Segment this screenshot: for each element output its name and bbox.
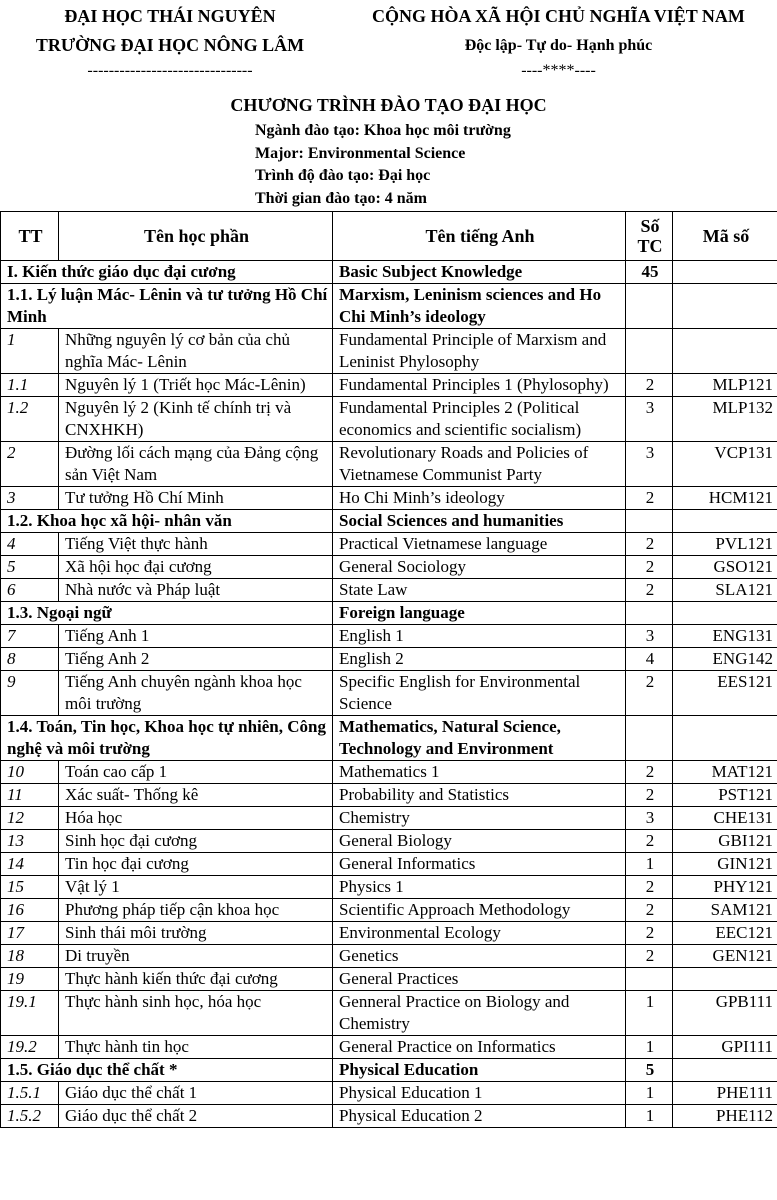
course-name-en-cell: General Biology bbox=[333, 830, 626, 853]
course-name-vn-cell: Tiếng Việt thực hành bbox=[59, 533, 333, 556]
section-title-en-cell: Social Sciences and humanities bbox=[333, 510, 626, 533]
row-number-cell: 7 bbox=[1, 625, 59, 648]
course-code-cell: GBI121 bbox=[673, 830, 777, 853]
course-name-en-cell: English 1 bbox=[333, 625, 626, 648]
credits-cell: 3 bbox=[626, 807, 673, 830]
row-number-cell: 13 bbox=[1, 830, 59, 853]
section-title-en-cell: Marxism, Leninism sciences and Ho Chi Minh’s ideology bbox=[333, 284, 626, 329]
course-name-en-cell: State Law bbox=[333, 579, 626, 602]
course-name-en-cell: General Sociology bbox=[333, 556, 626, 579]
course-name-vn-cell: Tin học đại cương bbox=[59, 853, 333, 876]
course-code-cell: ENG142 bbox=[673, 648, 777, 671]
credits-cell: 1 bbox=[626, 1082, 673, 1105]
table-row bbox=[1, 784, 777, 807]
section-row bbox=[1, 261, 777, 284]
col-header-tt: TT bbox=[1, 212, 59, 261]
row-number-cell: 8 bbox=[1, 648, 59, 671]
left-divider: ------------------------------- bbox=[87, 62, 253, 79]
table-row bbox=[1, 853, 777, 876]
row-number-cell: 3 bbox=[1, 487, 59, 510]
republic-name: CỘNG HÒA XÃ HỘI CHỦ NGHĨA VIỆT NAM bbox=[372, 6, 745, 26]
section-row bbox=[1, 510, 777, 533]
table-row bbox=[1, 1105, 777, 1128]
credits-cell: 1 bbox=[626, 853, 673, 876]
table-row bbox=[1, 876, 777, 899]
course-name-vn-cell: Giáo dục thể chất 2 bbox=[59, 1105, 333, 1128]
row-number-cell: 12 bbox=[1, 807, 59, 830]
course-code-cell bbox=[673, 329, 777, 374]
row-number-cell: 1.1 bbox=[1, 374, 59, 397]
course-code-cell: PHE112 bbox=[673, 1105, 777, 1128]
col-header-code: Mã số bbox=[673, 212, 777, 261]
credits-cell: 2 bbox=[626, 671, 673, 716]
credits-cell: 2 bbox=[626, 876, 673, 899]
course-name-en-cell: Specific English for Environmental Science bbox=[333, 671, 626, 716]
course-name-en-cell: General Practices bbox=[333, 968, 626, 991]
course-code-cell: GPI111 bbox=[673, 1036, 777, 1059]
course-code-cell: ENG131 bbox=[673, 625, 777, 648]
row-number-cell: 14 bbox=[1, 853, 59, 876]
course-code-cell: SAM121 bbox=[673, 899, 777, 922]
course-name-vn-cell: Nguyên lý 1 (Triết học Mác-Lênin) bbox=[59, 374, 333, 397]
course-name-en-cell: General Informatics bbox=[333, 853, 626, 876]
course-code-cell: EES121 bbox=[673, 671, 777, 716]
course-name-vn-cell: Thực hành kiến thức đại cương bbox=[59, 968, 333, 991]
course-code-cell bbox=[673, 510, 777, 533]
right-divider: ----****---- bbox=[521, 62, 596, 79]
course-code-cell: CHE131 bbox=[673, 807, 777, 830]
course-name-en-cell: Genetics bbox=[333, 945, 626, 968]
course-code-cell: EEC121 bbox=[673, 922, 777, 945]
course-code-cell bbox=[673, 602, 777, 625]
col-header-course-en: Tên tiếng Anh bbox=[333, 212, 626, 261]
course-name-en-cell: Mathematics 1 bbox=[333, 761, 626, 784]
credits-cell: 2 bbox=[626, 830, 673, 853]
course-code-cell: GPB111 bbox=[673, 991, 777, 1036]
credits-cell bbox=[626, 968, 673, 991]
credits-cell: 2 bbox=[626, 533, 673, 556]
credits-cell: 2 bbox=[626, 374, 673, 397]
credits-cell: 2 bbox=[626, 922, 673, 945]
section-title-cell: 1.2. Khoa học xã hội- nhân văn bbox=[1, 510, 333, 533]
table-row bbox=[1, 1036, 777, 1059]
row-number-cell: 1.5.1 bbox=[1, 1082, 59, 1105]
course-name-en-cell: English 2 bbox=[333, 648, 626, 671]
table-row bbox=[1, 945, 777, 968]
row-number-cell: 16 bbox=[1, 899, 59, 922]
credits-cell: 3 bbox=[626, 625, 673, 648]
national-motto-block bbox=[340, 2, 777, 82]
course-name-vn-cell: Tư tưởng Hồ Chí Minh bbox=[59, 487, 333, 510]
table-row bbox=[1, 556, 777, 579]
row-number-cell: 19 bbox=[1, 968, 59, 991]
table-row bbox=[1, 487, 777, 510]
row-number-cell: 18 bbox=[1, 945, 59, 968]
university-name: ĐẠI HỌC THÁI NGUYÊN bbox=[64, 6, 276, 26]
document-title: CHƯƠNG TRÌNH ĐÀO TẠO ĐẠI HỌC bbox=[230, 95, 547, 115]
row-number-cell: 6 bbox=[1, 579, 59, 602]
program-meta bbox=[255, 120, 511, 210]
course-name-vn-cell: Sinh thái môi trường bbox=[59, 922, 333, 945]
row-number-cell: 11 bbox=[1, 784, 59, 807]
row-number-cell: 4 bbox=[1, 533, 59, 556]
course-code-cell: PHE111 bbox=[673, 1082, 777, 1105]
course-code-cell bbox=[673, 716, 777, 761]
course-name-vn-cell: Thực hành sinh học, hóa học bbox=[59, 991, 333, 1036]
course-code-cell: GSO121 bbox=[673, 556, 777, 579]
credits-cell: 2 bbox=[626, 761, 673, 784]
table-row bbox=[1, 830, 777, 853]
section-row bbox=[1, 602, 777, 625]
row-number-cell: 9 bbox=[1, 671, 59, 716]
course-name-vn-cell: Xã hội học đại cương bbox=[59, 556, 333, 579]
section-title-cell: 1.3. Ngoại ngữ bbox=[1, 602, 333, 625]
table-row bbox=[1, 1082, 777, 1105]
credits-cell: 3 bbox=[626, 397, 673, 442]
row-number-cell: 5 bbox=[1, 556, 59, 579]
credits-cell bbox=[626, 510, 673, 533]
table-row bbox=[1, 397, 777, 442]
course-name-en-cell: Fundamental Principle of Marxism and Leninist Phylosophy bbox=[333, 329, 626, 374]
section-title-cell: 1.4. Toán, Tin học, Khoa học tự nhiên, Công nghệ và môi trường bbox=[1, 716, 333, 761]
section-row bbox=[1, 716, 777, 761]
course-code-cell bbox=[673, 1059, 777, 1082]
course-name-en-cell: Physics 1 bbox=[333, 876, 626, 899]
credits-cell: 5 bbox=[626, 1059, 673, 1082]
row-number-cell: 1.5.2 bbox=[1, 1105, 59, 1128]
course-name-en-cell: Scientific Approach Methodology bbox=[333, 899, 626, 922]
course-code-cell: GEN121 bbox=[673, 945, 777, 968]
course-name-vn-cell: Tiếng Anh chuyên ngành khoa học môi trường bbox=[59, 671, 333, 716]
course-name-vn-cell: Tiếng Anh 2 bbox=[59, 648, 333, 671]
row-number-cell: 17 bbox=[1, 922, 59, 945]
course-code-cell: MLP132 bbox=[673, 397, 777, 442]
table-row bbox=[1, 899, 777, 922]
course-name-vn-cell: Nhà nước và Pháp luật bbox=[59, 579, 333, 602]
credits-cell: 1 bbox=[626, 1036, 673, 1059]
course-code-cell: VCP131 bbox=[673, 442, 777, 487]
course-code-cell bbox=[673, 968, 777, 991]
table-row bbox=[1, 991, 777, 1036]
meta-duration: Thời gian đào tạo: 4 năm bbox=[255, 189, 427, 207]
table-row bbox=[1, 533, 777, 556]
course-name-en-cell: General Practice on Informatics bbox=[333, 1036, 626, 1059]
meta-level: Trình độ đào tạo: Đại học bbox=[255, 167, 431, 184]
faculty-name: TRƯỜNG ĐẠI HỌC NÔNG LÂM bbox=[35, 35, 305, 55]
section-title-cell: 1.1. Lý luận Mác- Lênin và tư tưởng Hồ Chí Minh bbox=[1, 284, 333, 329]
section-row bbox=[1, 284, 777, 329]
course-name-vn-cell: Hóa học bbox=[59, 807, 333, 830]
course-name-en-cell: Practical Vietnamese language bbox=[333, 533, 626, 556]
table-row bbox=[1, 922, 777, 945]
credits-cell: 1 bbox=[626, 991, 673, 1036]
course-name-en-cell: Fundamental Principles 1 (Phylosophy) bbox=[333, 374, 626, 397]
course-name-en-cell: Physical Education 1 bbox=[333, 1082, 626, 1105]
meta-major-en: Major: Environmental Science bbox=[255, 144, 466, 162]
row-number-cell: 15 bbox=[1, 876, 59, 899]
credits-cell: 2 bbox=[626, 945, 673, 968]
course-name-vn-cell: Thực hành tin học bbox=[59, 1036, 333, 1059]
credits-cell: 4 bbox=[626, 648, 673, 671]
course-name-en-cell: Revolutionary Roads and Policies of Vietnamese Communist Party bbox=[333, 442, 626, 487]
university-block bbox=[0, 2, 340, 82]
col-header-credits: Số TC bbox=[626, 212, 673, 261]
course-name-en-cell: Chemistry bbox=[333, 807, 626, 830]
credits-cell: 3 bbox=[626, 442, 673, 487]
table-row bbox=[1, 761, 777, 784]
credits-cell: 2 bbox=[626, 487, 673, 510]
course-name-en-cell: Probability and Statistics bbox=[333, 784, 626, 807]
course-name-en-cell: Physical Education 2 bbox=[333, 1105, 626, 1128]
table-row bbox=[1, 329, 777, 374]
course-code-cell bbox=[673, 284, 777, 329]
section-title-cell: I. Kiến thức giáo dục đại cương bbox=[1, 261, 333, 284]
credits-cell bbox=[626, 716, 673, 761]
document-header bbox=[0, 0, 777, 205]
course-name-vn-cell: Tiếng Anh 1 bbox=[59, 625, 333, 648]
table-row bbox=[1, 442, 777, 487]
table-header-row bbox=[1, 212, 777, 261]
table-row bbox=[1, 648, 777, 671]
course-name-en-cell: Fundamental Principles 2 (Political economics and scientific socialism) bbox=[333, 397, 626, 442]
course-name-vn-cell: Đường lối cách mạng của Đảng cộng sản Việt Nam bbox=[59, 442, 333, 487]
course-name-vn-cell: Nguyên lý 2 (Kinh tế chính trị và CNXHKH) bbox=[59, 397, 333, 442]
row-number-cell: 19.1 bbox=[1, 991, 59, 1036]
course-name-vn-cell: Phương pháp tiếp cận khoa học bbox=[59, 899, 333, 922]
credits-cell bbox=[626, 329, 673, 374]
section-title-en-cell: Mathematics, Natural Science, Technology and Environment bbox=[333, 716, 626, 761]
motto: Độc lập- Tự do- Hạnh phúc bbox=[464, 37, 653, 54]
course-name-vn-cell: Xác suất- Thống kê bbox=[59, 784, 333, 807]
credits-cell bbox=[626, 602, 673, 625]
credits-cell: 2 bbox=[626, 784, 673, 807]
section-row bbox=[1, 1059, 777, 1082]
table-row bbox=[1, 968, 777, 991]
course-code-cell: GIN121 bbox=[673, 853, 777, 876]
course-name-en-cell: Environmental Ecology bbox=[333, 922, 626, 945]
course-name-vn-cell: Sinh học đại cương bbox=[59, 830, 333, 853]
course-name-vn-cell: Những nguyên lý cơ bản của chủ nghĩa Mác- Lênin bbox=[59, 329, 333, 374]
table-row bbox=[1, 807, 777, 830]
table-row bbox=[1, 579, 777, 602]
credits-cell: 2 bbox=[626, 579, 673, 602]
course-code-cell: SLA121 bbox=[673, 579, 777, 602]
table-row bbox=[1, 374, 777, 397]
row-number-cell: 1.2 bbox=[1, 397, 59, 442]
credits-cell bbox=[626, 284, 673, 329]
row-number-cell: 2 bbox=[1, 442, 59, 487]
course-name-en-cell: Genneral Practice on Biology and Chemistry bbox=[333, 991, 626, 1036]
section-title-cell: 1.5. Giáo dục thể chất * bbox=[1, 1059, 333, 1082]
row-number-cell: 1 bbox=[1, 329, 59, 374]
course-name-vn-cell: Di truyền bbox=[59, 945, 333, 968]
row-number-cell: 19.2 bbox=[1, 1036, 59, 1059]
course-name-en-cell: Ho Chi Minh’s ideology bbox=[333, 487, 626, 510]
credits-cell: 2 bbox=[626, 556, 673, 579]
meta-major-vn: Ngành đào tạo: Khoa học môi trường bbox=[255, 122, 511, 139]
table-row bbox=[1, 625, 777, 648]
section-title-en-cell: Physical Education bbox=[333, 1059, 626, 1082]
course-code-cell: MAT121 bbox=[673, 761, 777, 784]
course-code-cell: HCM121 bbox=[673, 487, 777, 510]
course-name-vn-cell: Vật lý 1 bbox=[59, 876, 333, 899]
course-name-vn-cell: Giáo dục thể chất 1 bbox=[59, 1082, 333, 1105]
course-code-cell: PVL121 bbox=[673, 533, 777, 556]
curriculum-table bbox=[0, 211, 777, 1128]
credits-cell: 2 bbox=[626, 899, 673, 922]
table-row bbox=[1, 671, 777, 716]
course-code-cell bbox=[673, 261, 777, 284]
course-code-cell: MLP121 bbox=[673, 374, 777, 397]
section-title-en-cell: Foreign language bbox=[333, 602, 626, 625]
section-title-en-cell: Basic Subject Knowledge bbox=[333, 261, 626, 284]
col-header-course-vn: Tên học phần bbox=[59, 212, 333, 261]
credits-cell: 45 bbox=[626, 261, 673, 284]
credits-cell: 1 bbox=[626, 1105, 673, 1128]
row-number-cell: 10 bbox=[1, 761, 59, 784]
course-name-vn-cell: Toán cao cấp 1 bbox=[59, 761, 333, 784]
course-code-cell: PST121 bbox=[673, 784, 777, 807]
course-code-cell: PHY121 bbox=[673, 876, 777, 899]
